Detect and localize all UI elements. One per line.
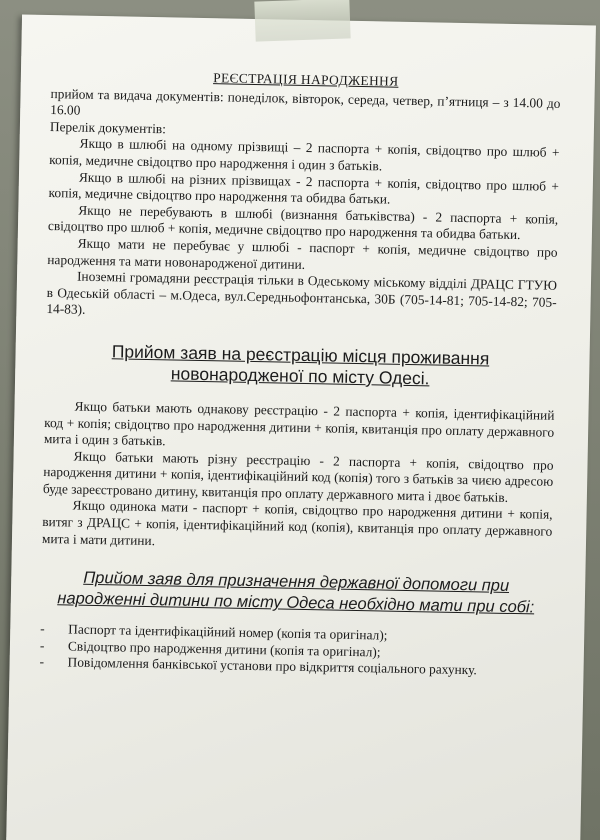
list-item-text: Паспорт та ідентифікаційний номер (копія та оригінал);	[68, 621, 388, 643]
dash-bullet: -	[39, 654, 45, 670]
benefit-section-heading: Прийом заяв для призначення державної допомоги при народженні дитини по місту Одеса необхідно мати при собі:	[57, 569, 535, 617]
adhesive-tape	[254, 0, 350, 42]
list-item-text: Свідоцтво про народження дитини (копія та оригінал);	[67, 638, 381, 660]
foreigners-note: Іноземні громадяни реєстрація тільки в Одеському міському відділі ДРАЦС ГТУЮ в Одеській області – м.Одеса, вул.Середньофонтанська, 30Б (705-14-81; 705-14-82; 705-14-83).	[46, 268, 558, 318]
office-hours: прийом та видача документів: понеділок, вівторок, середа, четвер, п’ятниця – з 14.00 до 16.00	[50, 85, 561, 118]
residence-requirement-item: Якщо батьки мають однакову реєстрацію - 2 паспорта + копія, ідентифікаційний код + копія; свідоцтво про народження дитини + копія, квитанція про оплату державного мита і один з батьків.	[43, 398, 555, 449]
notice-title: РЕЄСТРАЦІЯ НАРОДЖЕННЯ	[213, 70, 399, 89]
dash-bullet: -	[39, 637, 45, 653]
residence-requirement-item: Якщо одинока мати - паспорт + копія, свідоцтво про народження дитини + копія, витяг з ДРАЦС + копія, ідентифікаційний код (копія), квитанція про оплату державного мита і мати дитини.	[41, 498, 553, 548]
notice-content	[39, 67, 561, 681]
birth-requirement-item: Якщо в шлюбі на одному прізвищі – 2 паспорта + копія, свідоцтво про шлюб + копія, медичне свідоцтво про народження і один з батьків.	[49, 135, 560, 174]
birth-requirement-item: Якщо не перебувають в шлюбі (визнання батьківства) - 2 паспорта + копія, свідоцтво про шлюб + копія, медичне свідоцтво про народження та обидва батьки.	[47, 202, 559, 243]
residence-requirement-item: Якщо батьки мають різну реєстрацію - 2 паспорта + копія, свідоцтво про народження дитини + копія, ідентифікаційний код (копія) того з батьків за чиєю адресою буде зареєстровано дитину, квитанція про оплату державного мита і двоє батьків.	[42, 448, 554, 505]
dash-bullet: -	[40, 621, 45, 637]
birth-requirement-item: Якщо в шлюбі на різних прізвищах - 2 паспорта + копія, свідоцтво про шлюб + копія, медичне свідоцтво про народження та обидва батьки.	[48, 169, 560, 207]
benefit-documents-list	[39, 621, 550, 681]
notice-sheet	[6, 14, 596, 840]
residence-section-heading: Прийом заяв на реєстрацію місця проживання новонародженої по місту Одесі.	[111, 341, 490, 389]
birth-requirement-item: Якщо мати не перебуває у шлюбі - паспорт + копія, медичне свідоцтво про народження та мати новонародженої дитини.	[47, 235, 558, 272]
list-item-text: Повідомлення банківської установи про відкриття соціального рахунку.	[67, 654, 477, 678]
documents-list-heading: Перелік документів:	[49, 118, 167, 137]
